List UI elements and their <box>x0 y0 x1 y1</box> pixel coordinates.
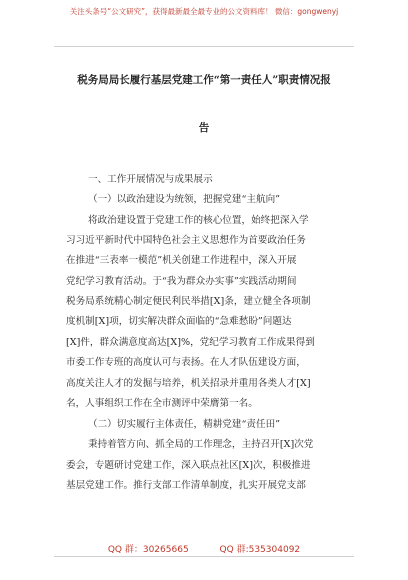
paragraph-line: 高度关注人才的发掘与培养，机关招录并重用各类人才[X] <box>66 378 311 389</box>
footer-qq-group-1: QQ 群：30265665 <box>107 545 189 555</box>
paragraph-line: 党纪学习教育活动。于“我为群众办实事”实践活动期间 <box>66 276 297 287</box>
paragraph-line: 在推进“三表率一模范”机关创建工作进程中，深入开展 <box>66 255 297 266</box>
subsection-heading: （一）以政治建设为统领，把握党建“主航向” <box>88 194 281 205</box>
paragraph-line: 委会，专题研讨党建工作，深入联点社区[X]次，积极推进 <box>66 460 311 471</box>
paragraph-line: 将政治建设置于党建工作的核心位置，始终把深入学 <box>88 215 309 226</box>
paragraph-line: 习习近平新时代中国特色社会主义思想作为首要政治任务 <box>66 235 306 246</box>
footer-qq-group-2: QQ 群:535304092 <box>219 545 301 555</box>
paragraph-line: 度机制[X]项，切实解决群众面临的“急难愁盼”问题达 <box>66 316 292 327</box>
paragraph-line: 秉持着管方向、抓全局的工作理念，主持召开[X]次党 <box>88 439 314 450</box>
subsection-heading: （二）切实履行主体责任，精耕党建“责任田” <box>88 419 281 430</box>
paragraph-line: 名，人事组织工作在全市测评中荣膺第一名。 <box>66 398 258 409</box>
section-heading: 一、工作开展情况与成果展示 <box>88 174 213 185</box>
footer-contact <box>0 542 408 555</box>
document-title-continued: 告 <box>198 122 210 134</box>
paragraph-line: 基层党建工作。推行支部工作清单制度，扎实开展党支部 <box>66 480 306 491</box>
paragraph-line: 税务局系统精心制定便民利民举措[X]条，建立健全各项制 <box>66 296 311 307</box>
paragraph-line: [X]件，群众满意度高达[X]%，党纪学习教育工作成果得到 <box>66 337 315 348</box>
header-banner: 关注头条号“公文研究”，获得最新最全最专业的公文资料库！ 微信：gongwenyj <box>69 7 339 16</box>
document-title: 税务局局长履行基层党建工作“第一责任人”职责情况报 <box>77 74 331 86</box>
footer-divider <box>54 556 354 557</box>
paragraph-line: 市委工作专班的高度认可与表扬。在人才队伍建设方面， <box>66 357 306 368</box>
header-divider <box>54 46 354 47</box>
